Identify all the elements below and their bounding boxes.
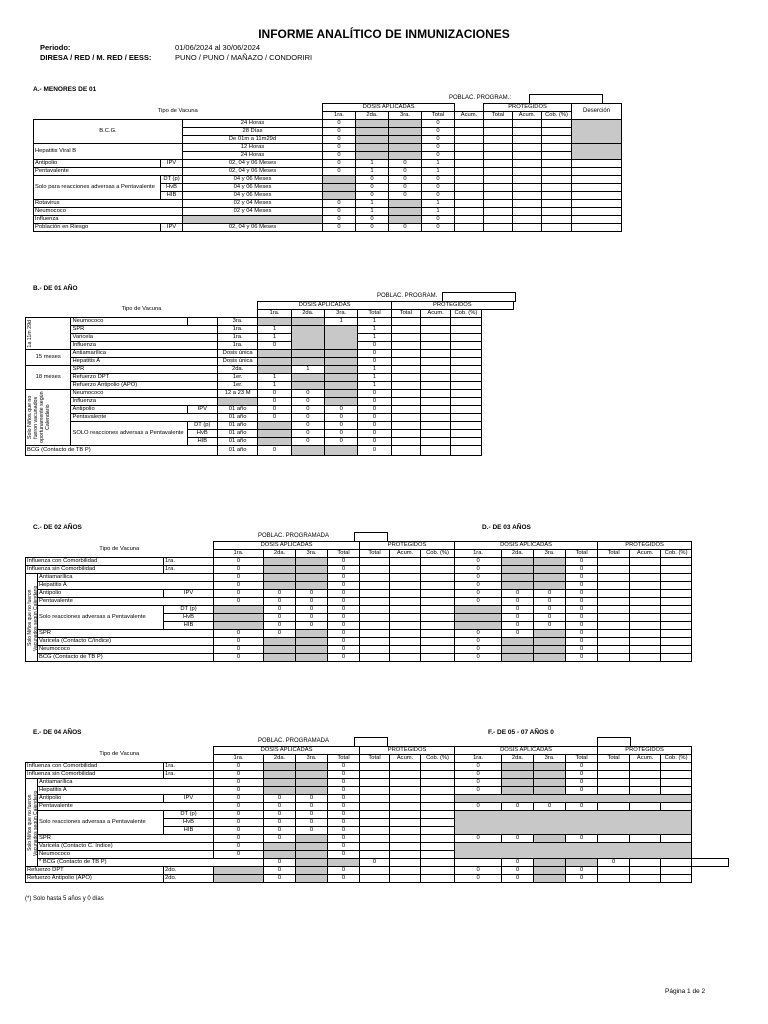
table-b: Tipo de Vacuna DOSIS APLICADAS PROTEGIDOS 1ra. 2da. 3ra. Total Total Acum. Cob. (%) 1a 11m 29d Neumococo 3ra. 1 1 SPR 1ra. 1 1 Varicela 1ra. 1 1 Influenza 1ra. 0 0 15 meses Antiamarílica Dosis única 0 Hepatitis A Dosis única 0 18 meses SPR 2da. 1 1 Refuerzo DPT 1er. 1 1 Refuerzo Antipolio (APO) 1er. 1 1 Solo Niños que no fueron vacunados oportunamente según Calendario Neumococo 12 a 23 M 0 0 0 Influenza 0 0 0 Antipolio IPV 01 año 0 0 0 0 Pentavalente 01 año 0 0 0 0 SOLO reacciones adversas a Pentavalente DT (p) 01 año 0 0 0 HvB 01 año 0 0 0 HIB 01 año 0 0 0 BCG (Contacto de TB P) 01 año 0 0 — [25, 301, 514, 456]
table-row: Hepatitis A Dosis única 0 — [26, 358, 514, 366]
table-row: Refuerzo Antipolio (APO) 2do. 0 0 0 0 0 — [26, 875, 729, 883]
row-label: B.C.G. — [34, 120, 183, 144]
table-row: Pentavalente 02, 04 y 06 Meses 0 1 0 1 — [34, 168, 622, 176]
table-row: Pentavalente 0 0 0 0 0 0 0 0 — [26, 803, 729, 811]
dosis-aplicadas-header: DOSIS APLICADAS — [323, 104, 455, 112]
table-row: Varicela (Contacto C. índice) 0 0 — [26, 843, 729, 851]
table-row: Hepatitis A 0 0 0 0 — [26, 787, 729, 795]
section-d-title: D.- DE 03 AÑOS — [482, 524, 531, 531]
poblac-program-label: POBLAC. PROGRAM.: — [449, 95, 512, 101]
col-cob: Cob. (%) — [542, 112, 572, 120]
table-row: Influenza sin Comorbilidad 1ra. 0 0 0 0 — [26, 771, 729, 779]
diresa-label: DIRESA / RED / M. RED / EESS: — [40, 53, 152, 62]
table-row: 24 Horas 0 0 — [34, 152, 622, 160]
table-row: Hepatitis A 0 0 0 0 — [26, 582, 729, 590]
table-row: Antipolio IPV 0 0 0 0 — [26, 795, 729, 803]
table-row: Rotavirus 02 y 04 Meses 0 1 1 — [34, 200, 622, 208]
table-row: Neumococo 0 0 0 0 — [26, 646, 729, 654]
col-total: Total — [484, 112, 513, 120]
section-b-title: B.- DE 01 AÑO — [33, 285, 78, 292]
table-row: Solo Niños que no fueron Vacunados según Calendario Antiamarílica 0 0 0 0 — [26, 574, 729, 582]
col-3ra: 3ra. — [389, 112, 422, 120]
table-row: Antipolio IPV 0 0 0 0 0 0 0 0 — [26, 590, 729, 598]
table-row: SPR 1ra. 1 1 — [26, 326, 514, 334]
table-row: HIB 04 y 06 Meses 0 0 0 — [34, 192, 622, 200]
table-row: Varicela (Contacto C/índice) 0 0 0 0 — [26, 638, 729, 646]
section-f-title: F.- DE 05 - 07 AÑOS 0 — [488, 729, 554, 736]
desercion-header: Deserción — [572, 104, 622, 120]
report-title: INFORME ANALÍTICO DE INMUNIZACIONES — [258, 27, 510, 41]
table-row: Solo para reacciones adversas a Pentavalente DT (p) 04 y 06 Meses 0 0 0 — [34, 176, 622, 184]
table-row: Refuerzo DPT 2do. 0 0 0 0 0 — [26, 867, 729, 875]
table-ef: Tipo de Vacuna DOSIS APLICADAS PROTEGIDOS DOSIS APLICADAS PROTEGIDOS 1ra. 2da. 3ra. Total Total Acum. Cob. (%) 1ra. 2da. 3ra. Total Total Acum. Cob. (%) Influenza con Comorbilidad 1ra. 0 0 0 0 Influenza sin Comorbilidad 1ra. 0 0 0 0 Solo Niños que no fueron Vacunados según Calendario Antiamarílica 0 0 0 0 Hepatitis A 0 0 0 0 Antipolio IPV 0 0 0 0 Pentavalente 0 0 0 0 0 0 0 0 Solo reacciones adversas a Pentavalente DT (p) 0 0 0 0 HvB 0 0 0 0 HIB 0 0 0 0 SPR 0 0 0 0 0 0 Varicela (Contacto C. índice) 0 0 Neumococo 0 0 * BCG (Contacto de TB P) 0 0 0 0 Refuerzo DPT 2do. 0 0 0 0 0 Refuerzo Antipolio (APO) 2do. 0 0 0 0 0 — [25, 746, 729, 883]
table-row: Refuerzo DPT 1er. 1 1 — [26, 374, 514, 382]
poblac-program-label-b: POBLAC. PROGRAM. — [377, 293, 438, 299]
table-row: Influenza con Comorbilidad 1ra. 0 0 0 0 — [26, 558, 729, 566]
table-row: SOLO reacciones adversas a Pentavalente DT (p) 01 año 0 0 0 — [26, 422, 514, 430]
table-row: SPR 0 0 0 0 0 0 — [26, 835, 729, 843]
table-row: Pentavalente 0 0 0 0 0 0 0 0 — [26, 598, 729, 606]
table-a — [33, 103, 622, 232]
table-row: Solo Niños que no fueron vacunados oportunamente según Calendario Neumococo 12 a 23 M 0 0 0 — [26, 390, 514, 398]
section-a-title: A.- MENORES DE 01 — [33, 86, 97, 93]
table-row: 28 Días 0 0 — [34, 128, 622, 136]
footnote: (*) Solo hasta 5 años y 0 días — [25, 896, 104, 902]
table-row: Antipolio IPV 01 año 0 0 0 0 — [26, 406, 514, 414]
section-c-title: C.- DE 02 AÑOS — [33, 524, 82, 531]
table-row: Influenza 0 0 0 — [26, 398, 514, 406]
table-row: SPR 0 0 0 0 0 0 — [26, 630, 729, 638]
table-row: HvB 01 año 0 0 0 — [26, 430, 514, 438]
table-row: Influenza con Comorbilidad 1ra. 0 0 0 0 — [26, 763, 729, 771]
tipo-vacuna-header: Tipo de Vacuna — [157, 107, 198, 114]
table-row: Influenza sin Comorbilidad 1ra. 0 0 0 0 — [26, 566, 729, 574]
table-row: 15 meses Antiamarílica Dosis única 0 — [26, 350, 514, 358]
table-cd: Tipo de Vacuna DOSIS APLICADAS PROTEGIDOS DOSIS APLICADAS PROTEGIDOS 1ra. 2da. 3ra. Total Total Acum. Cob. (%) 1ra. 2da. 3ra. Total Total Acum. Cob. (%) Influenza con Comorbilidad 1ra. 0 0 0 0 Influenza sin Comorbilidad 1ra. 0 0 0 0 Solo Niños que no fueron Vacunados según Calendario Antiamarílica 0 0 0 0 Hepatitis A 0 0 0 0 Antipolio IPV 0 0 0 0 0 0 0 0 Pentavalente 0 0 0 0 0 0 0 0 Solo reacciones adversas a Pentavalente DT (p) 0 0 0 0 0 0 HvB 0 0 0 0 0 0 HIB 0 0 0 0 0 0 SPR 0 0 0 0 0 0 Varicela (Contacto C/índice) 0 0 0 0 Neumococo 0 0 0 0 BCG (Contacto de TB P) 0 0 0 0 — [25, 541, 729, 662]
periodo-label: Periodo: — [40, 43, 71, 52]
diresa-value: PUNO / PUNO / MAÑAZO / CONDORIRI — [175, 53, 313, 62]
table-row: Hepatitis Viral B 12 Horas 0 0 — [34, 144, 622, 152]
table-row: Población en Riesgo IPV 02, 04 y 06 Meses 0 0 0 0 — [34, 224, 622, 232]
table-row: Varicela 1ra. 1 1 — [26, 334, 514, 342]
col-2da: 2da. — [356, 112, 389, 120]
table-row: * BCG (Contacto de TB P) 0 0 0 0 — [26, 859, 729, 867]
table-row: Antipolio IPV 02, 04 y 06 Meses 0 1 0 1 — [34, 160, 622, 168]
table-row: 18 meses SPR 2da. 1 1 — [26, 366, 514, 374]
periodo-value: 01/06/2024 al 30/06/2024 — [175, 43, 261, 52]
table-row: HvB 04 y 06 Meses 0 0 0 — [34, 184, 622, 192]
table-row: BCG (Contacto de TB P) 0 0 0 0 — [26, 654, 729, 662]
col-acum: Acum. — [455, 112, 484, 120]
col-acum: Acum. — [513, 112, 542, 120]
protegidos-header: PROTEGIDOS — [484, 104, 572, 112]
table-row: HIB 0 0 0 0 — [26, 827, 729, 835]
table-row: Pentavalente 01 año 0 0 0 0 — [26, 414, 514, 422]
table-row: B.C.G. 24 Horas 0 0 — [34, 120, 622, 128]
table-row: Refuerzo Antipolio (APO) 1er. 1 1 — [26, 382, 514, 390]
table-row: HvB 0 0 0 0 0 0 — [26, 614, 729, 622]
col-1ra: 1ra. — [323, 112, 356, 120]
table-row: Solo Niños que no fueron Vacunados según Calendario Antiamarílica 0 0 0 0 — [26, 779, 729, 787]
table-row: Neumococo 02 y 04 Meses 0 1 1 — [34, 208, 622, 216]
table-row: HIB 01 año 0 0 0 — [26, 438, 514, 446]
table-row: Influenza 1ra. 0 0 — [26, 342, 514, 350]
table-row: Influenza 0 0 0 — [34, 216, 622, 224]
table-row: HIB 0 0 0 0 0 0 — [26, 622, 729, 630]
table-row: Solo reacciones adversas a Pentavalente DT (p) 0 0 0 0 0 0 — [26, 606, 729, 614]
table-row: HvB 0 0 0 0 — [26, 819, 729, 827]
table-row: BCG (Contacto de TB P) 01 año 0 0 — [26, 446, 514, 456]
table-row: Solo reacciones adversas a Pentavalente DT (p) 0 0 0 0 — [26, 811, 729, 819]
table-row: 1a 11m 29d Neumococo 3ra. 1 1 — [26, 318, 514, 326]
page-number: Página 1 de 2 — [665, 988, 706, 995]
col-total: Total — [422, 112, 455, 120]
table-row: De 01m a 11m29d 0 0 — [34, 136, 622, 144]
table-row: Neumococo 0 0 — [26, 851, 729, 859]
section-e-title: E.- DE 04 AÑOS — [33, 729, 82, 736]
